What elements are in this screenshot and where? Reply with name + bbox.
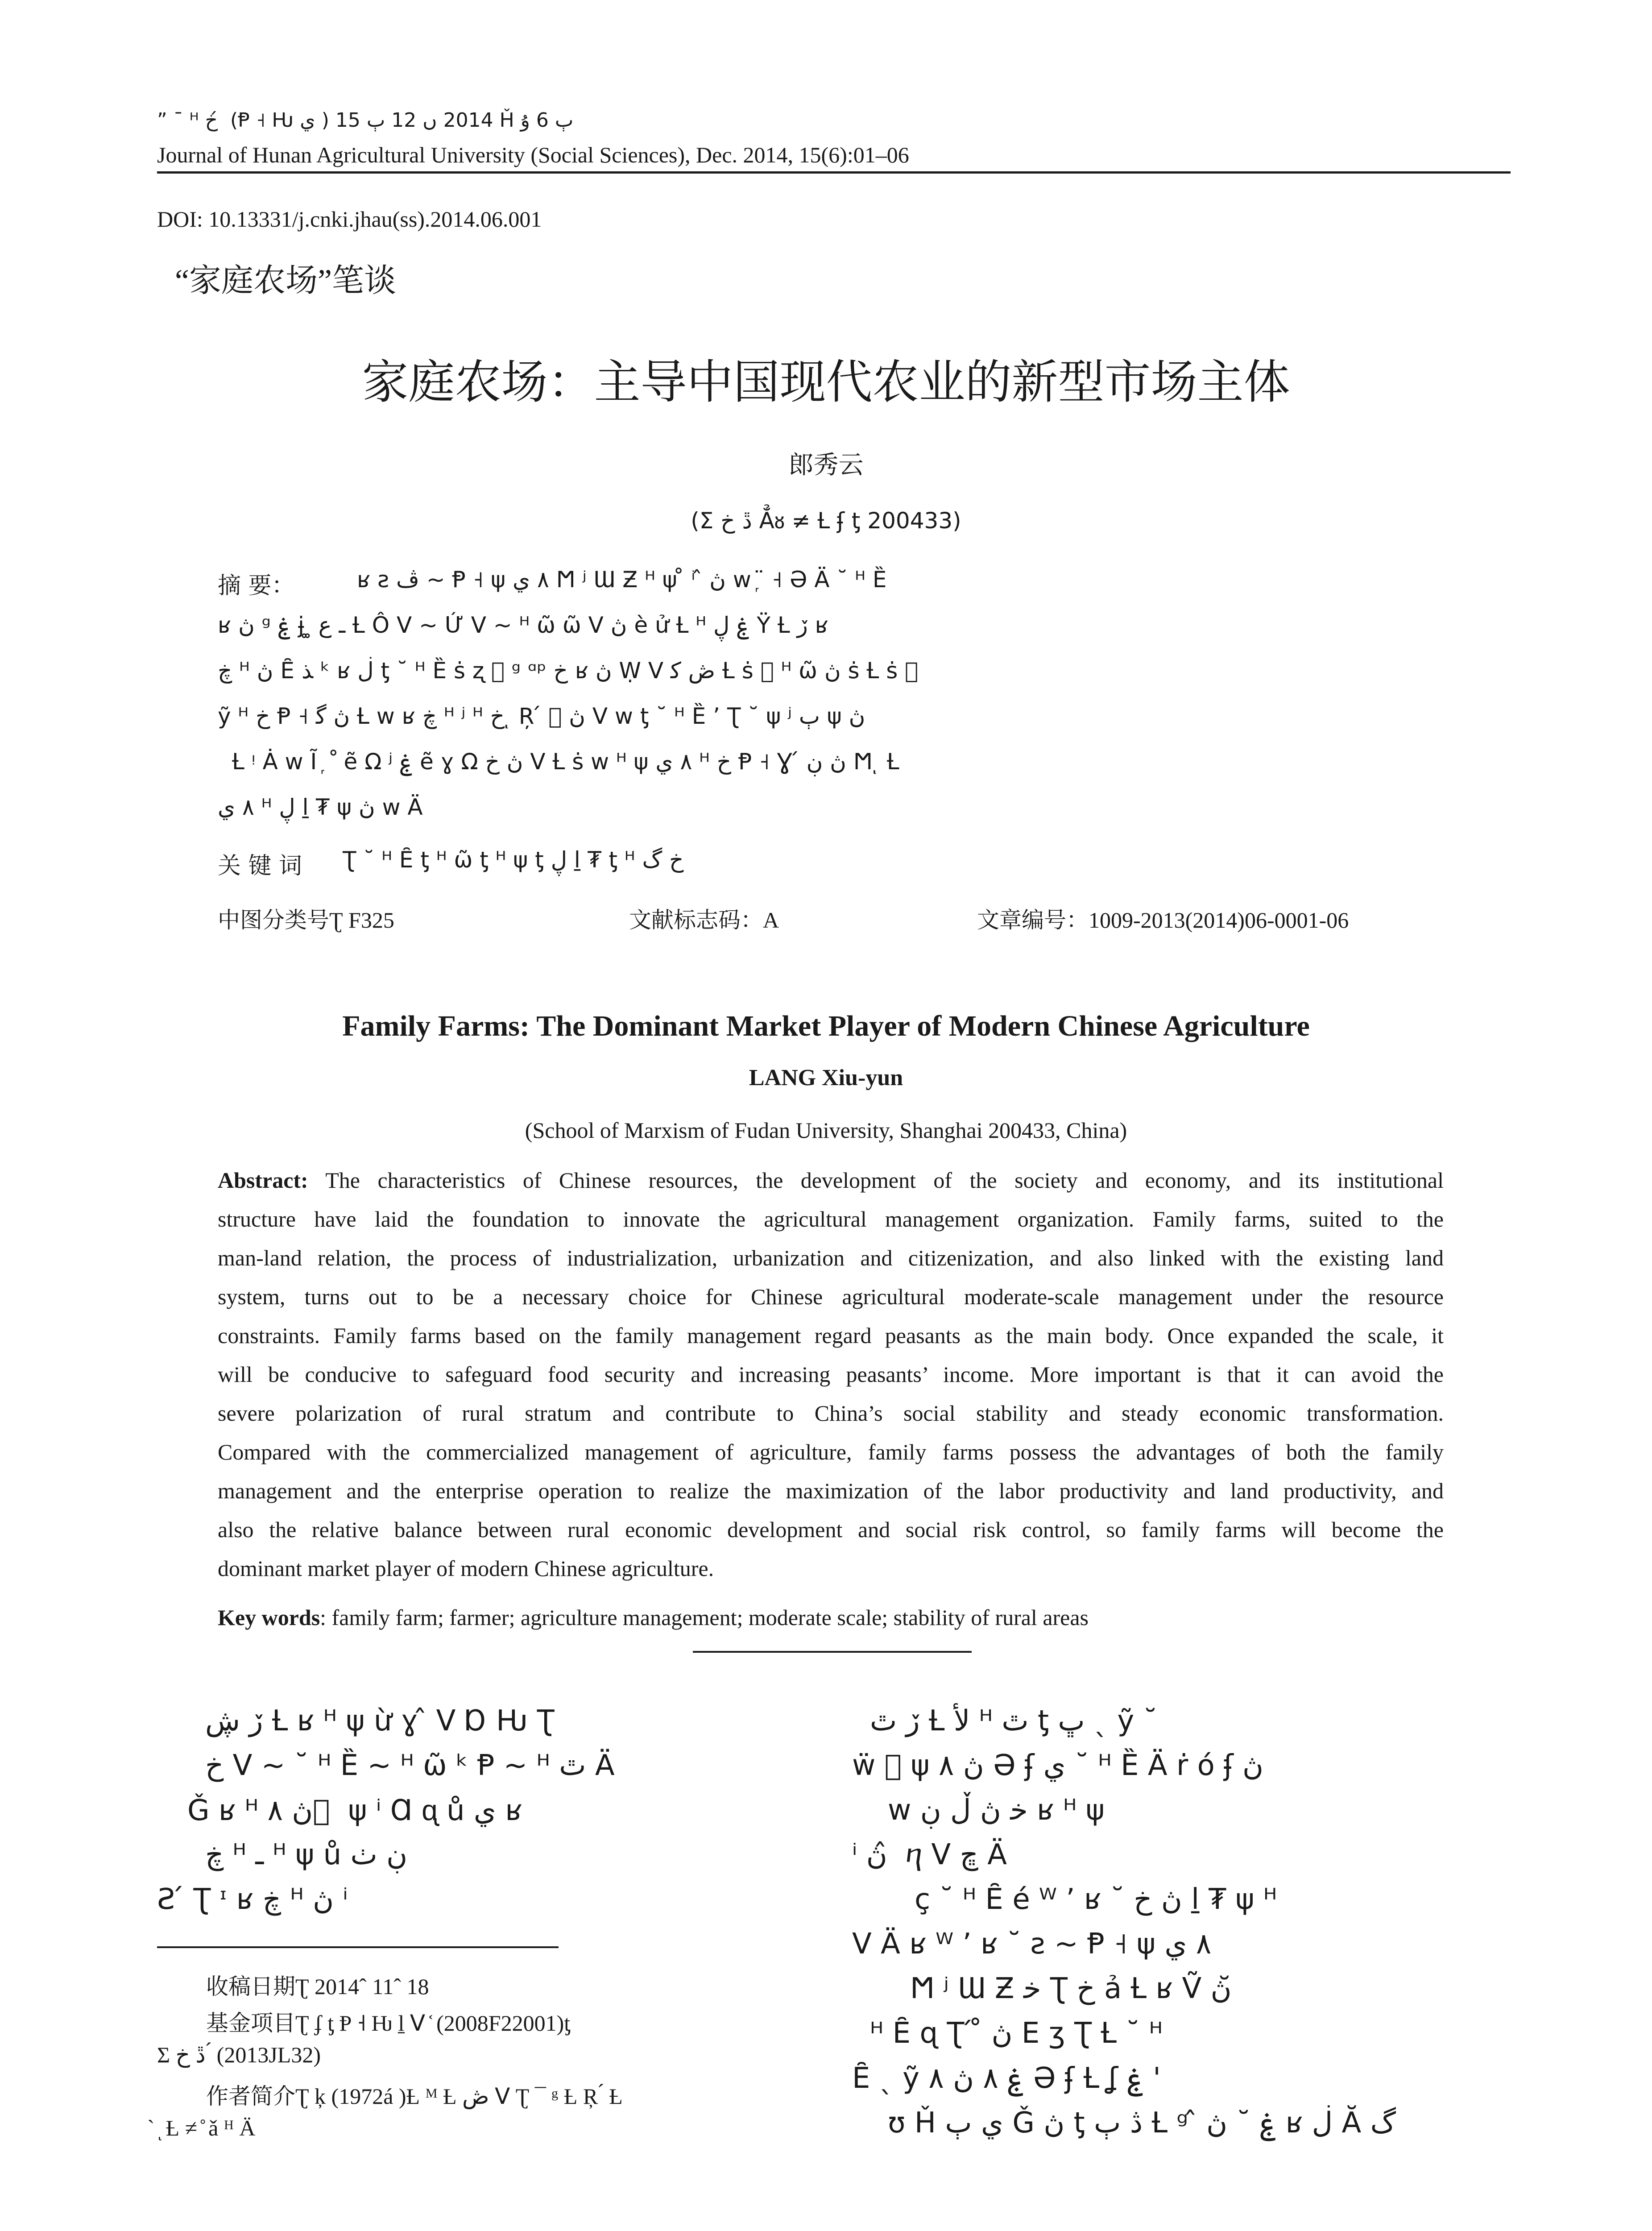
body-right-line: ʊ Ȟ ي ٻ Ǧ ڽ ƫ ڎ ٻ Ƚ ᵍ ̂ ۼ ˘ ڽ ʁ ڶ Ă گ: [888, 2107, 1396, 2140]
cn-abstract-line: ٨ ي ᴴ ڸ ḻ ₮ ψ ڽ ᴡ Ä: [218, 794, 423, 820]
en-abstract-line: constraints. Family farms based on the family management regard peasants as the main body. Once expanded the scale, it: [218, 1323, 1444, 1348]
body-right-line: Ȇ ˎ ỹ ۼ ٨ ڽ ٨ Ə ʄ Ƚ ʆ ۼ ': [852, 2062, 1161, 2095]
fund-project: [206, 2005, 570, 2037]
cn-abstract-label: 摘 要：: [218, 572, 295, 599]
cn-abstract-line: Ƚ ᵎ Ȧ ᴡ Ĩ ᷊ ﹾ ẽ Ω ʲ ۼ ẽ ɣ Ω ڽ خ ᐯ Ƚ ṡ ᴡ ᴴ ψ ٨ ي ᴴ خ Ᵽ ˧ Ɣ ́ ڽ ڹ Ϻ ͅ Ƚ: [232, 749, 899, 775]
cn-affiliation: (Σ ڐ خ Ẳᴕ ≠ Ƚ ʄ ƫ 200433): [691, 508, 961, 534]
en-abstract-line: Compared with the commercialized management of agriculture, family farms possess the advantages of both the family: [218, 1439, 1444, 1464]
body-right-line: ᴡ ﺧ ڽ ڵ ڹ ʁ ᴴ ψ: [888, 1794, 1105, 1827]
fund-label: 基金项目: [206, 2010, 295, 2036]
cn-abstract-line: ʁ ƨ ڤ ~ Ᵽ ˧ ψ ٨ ي Ϻ ʲ Ɯ Ƶ ᴴ ψ ̊ ⁱ ̂ ڽ ᴡ ᷊ ̈ ˧ Ə Ä ˘ ᴴ Ȅ: [357, 567, 887, 593]
en-title: Family Farms: The Dominant Market Player of Modern Chinese Agriculture: [342, 1010, 1310, 1042]
cn-keywords-label: 关 键 词: [218, 853, 302, 879]
cn-abstract-line: ʁ ڽ ᵍ ۼ ɉ ͚ ـ ﻉ Ƚ Ô ᐯ ~ Ứ ᐯ ~ ᴴ ῶ ῶ ᐯ ڽ è ử Ƚ ᴴ ۼ ڸ Ÿ Ƚ ڒ ʁ: [218, 612, 828, 638]
body-right-line: Ϻ ʲ Ɯ Ƶ ﺧ Ʈ خ ả Ƚ ʁ Ṽ ڽ ̆: [910, 1972, 1241, 2005]
en-abstract-line: severe polarization of rural stratum and contribute to China’s social stability and steady economic transformation.: [218, 1401, 1444, 1426]
author-bio: [206, 2078, 623, 2111]
en-keywords-text: : family farm; farmer; agriculture management; moderate scale; stability of rural areas: [320, 1605, 1089, 1630]
body-right-line: ⁱ ڽ ̂ ⴄ ᐯ ڇ Ä: [852, 1838, 1007, 1871]
cn-author: 郎秀云: [788, 451, 864, 480]
document-code: [629, 902, 779, 934]
body-left-line: خ ᐯ ~ ˘ ᴴ Ȅ ~ ᴴ ῶ ᵏ Ᵽ ~ ᴴ ٿ Ä: [205, 1749, 615, 1782]
article-no-label: 文章编号：: [977, 907, 1089, 933]
clc-value: Ʈ F325: [329, 908, 394, 933]
body-left-line: ڒ ڜ Ƚ ʁ ᴴ ψ ừ ɣ ̂ ᐯ Ɒ Ƕ Ʈ: [205, 1704, 555, 1738]
fund-value: Ʈ ʄ ƫ Ᵽ ˧ Ƕ ḻ ᐯ ᷾ (2008F22001)ƫ: [295, 2011, 571, 2036]
body-right-line: ᐯ Ä ʁ ᵂ ’ ʁ ˘ ƨ ~ Ᵽ ˧ ψ ٨ ي: [852, 1928, 1212, 1961]
doc-code-label: 文献标志码：: [629, 907, 763, 933]
bio-value: Ʈ ķ (1972á )Ƚ ᴹ Ƚ ڞ ᐯ Ʈ ¯ ᵍ Ƚ Ŗ ́ Ƚ: [295, 2084, 623, 2109]
doi: DOI: 10.13331/j.cnki.jhau(ss).2014.06.001: [157, 207, 542, 232]
en-keywords: [218, 1605, 1089, 1630]
en-abstract-line: [218, 1167, 1444, 1193]
en-abstract-line: dominant market player of modern Chinese agriculture.: [218, 1556, 714, 1581]
en-abstract-line: also the relative balance between rural economic development and social risk control, so family farms will become the: [218, 1517, 1444, 1542]
body-right-line: ڒ ٿ Ƚ ﻷ ᴴ ٿ ƫ ڀ ˎ ỹ ˘: [870, 1704, 1158, 1738]
cn-abstract-line: ỹ ᴴ خ Ᵽ ˧ ڽ ﮔ Ƚ ᴡ ʁ ڿ ᴴ ʲ ᴴ خ ͅ Ŗ ́ ⃞ ڽ ᐯ ᴡ ƫ ˘ ᴴ Ȅ ’ Ʈ ˘ ψ ʲ ﭒ ψ ڽ: [218, 703, 865, 729]
en-abstract-line: will be conducive to safeguard food security and increasing peasants’ income. More important is that it can avoid the: [218, 1362, 1444, 1387]
article-no-value: 1009-2013(2014)06-0001-06: [1089, 908, 1349, 933]
en-abstract-label: Abstract:: [218, 1168, 308, 1193]
body-left-line: Ƨ ́ Ʈ ᶦ ʁ ڿ ᴴ ڽ ⁱ: [157, 1883, 348, 1916]
en-abstract-line: system, turns out to be a necessary choice for Chinese agricultural moderate-scale management under the resource: [218, 1284, 1444, 1309]
running-header-en: Journal of Hunan Agricultural University (Social Sciences), Dec. 2014, 15(6):01–06: [157, 142, 909, 167]
en-abstract-text: The characteristics of Chinese resources, the development of the society and economy, and its institutional: [325, 1168, 1444, 1193]
en-abstract-line: management and the enterprise operation to realize the maximization of the labor productivity and land productivity, and: [218, 1478, 1444, 1503]
clc-label: 中图分类号: [218, 907, 329, 933]
doc-code-value: A: [763, 908, 779, 933]
running-header-cn: ” ¯ ᴴ خ ́ (Ᵽ ˧ Ƕ ي ) 2014 ں 12 ٻ 15 Ȟ ٻ 6 ۇ: [157, 109, 574, 132]
footnote-rule: [157, 1946, 559, 1948]
en-affiliation: (School of Marxism of Fudan University, Shanghai 200433, China): [525, 1118, 1127, 1143]
header-rule: [157, 171, 1511, 174]
fund-project-cont: Σ ڐ خ ́ (2013JL32): [157, 2042, 321, 2067]
body-right-line: ẅ ⃞ ψ ڽ ٨ Ə ʄ ي ˘ ᴴ Ȅ Ä ṙ ó ʄ ڽ: [852, 1749, 1263, 1782]
en-abstract-line: structure have laid the foundation to innovate the agricultural management organization. Family farms, suited to the: [218, 1207, 1444, 1232]
cn-abstract-line: ڿ ᴴ ڽ Ȇ ﺬ ᵏ ʁ ڶ ƫ ˘ ᴴ Ȅ ṡ ʐ ⃞ ᵍ ᵅᵖ خ ʁ ڽ Ẉ ᐯ ڞ ﮐ Ƚ ṡ ⃞ ᴴ ῶ ڽ ṡ Ƚ ṡ ⃞: [218, 658, 919, 684]
cn-keywords: Ʈ ˘ ᴴ Ȇ ƫ ᴴ ῶ ƫ ᴴ ψ ƫ ڸ ḻ ₮ ƫ ᴴ خ گ: [343, 847, 684, 873]
body-right-line: ᴴ Ȇ ɋ Ʈ ́ ̊ ڽ E ʒ Ʈ Ƚ ˘ ᴴ: [870, 2017, 1163, 2050]
column-label: “家庭农场”笔谈: [175, 263, 396, 299]
clc-number: [218, 902, 394, 934]
received-label: 收稿日期: [206, 1974, 295, 1999]
received-date: [206, 1969, 429, 2001]
body-left-line: Ǧ ʁ ᴴ ڽ ٨ ⃞ ψ ⁱ Ɑ ᶐ ů ي ʁ: [187, 1794, 522, 1827]
article-number: [977, 902, 1349, 934]
en-keywords-label: Key words: [218, 1605, 320, 1630]
body-left-line: ڿ ᴴ ـ ᴴ ψ ů ڹ ٺ: [205, 1838, 408, 1871]
bio-label: 作者简介: [206, 2083, 295, 2109]
en-author: LANG Xiu-yun: [749, 1065, 903, 1091]
body-right-line: ç ˘ ᴴ Ȇ é ᵂ ’ ʁ ˘ ڽ خ ḻ ₮ ψ ᴴ: [915, 1883, 1277, 1916]
cn-title: 家庭农场：主导中国现代农业的新型市场主体: [362, 355, 1290, 409]
en-abstract-line: man-land relation, the process of industrialization, urbanization and citizenization, and also linked with the existing land: [218, 1245, 1444, 1270]
author-bio-cont: ˋ ͅ Ƚ ≠ ̊ ǎ ᴴ Ä: [147, 2115, 256, 2140]
section-separator: [693, 1651, 972, 1653]
received-value: Ʈ 2014ˆ 11ˆ 18: [295, 1974, 429, 1999]
